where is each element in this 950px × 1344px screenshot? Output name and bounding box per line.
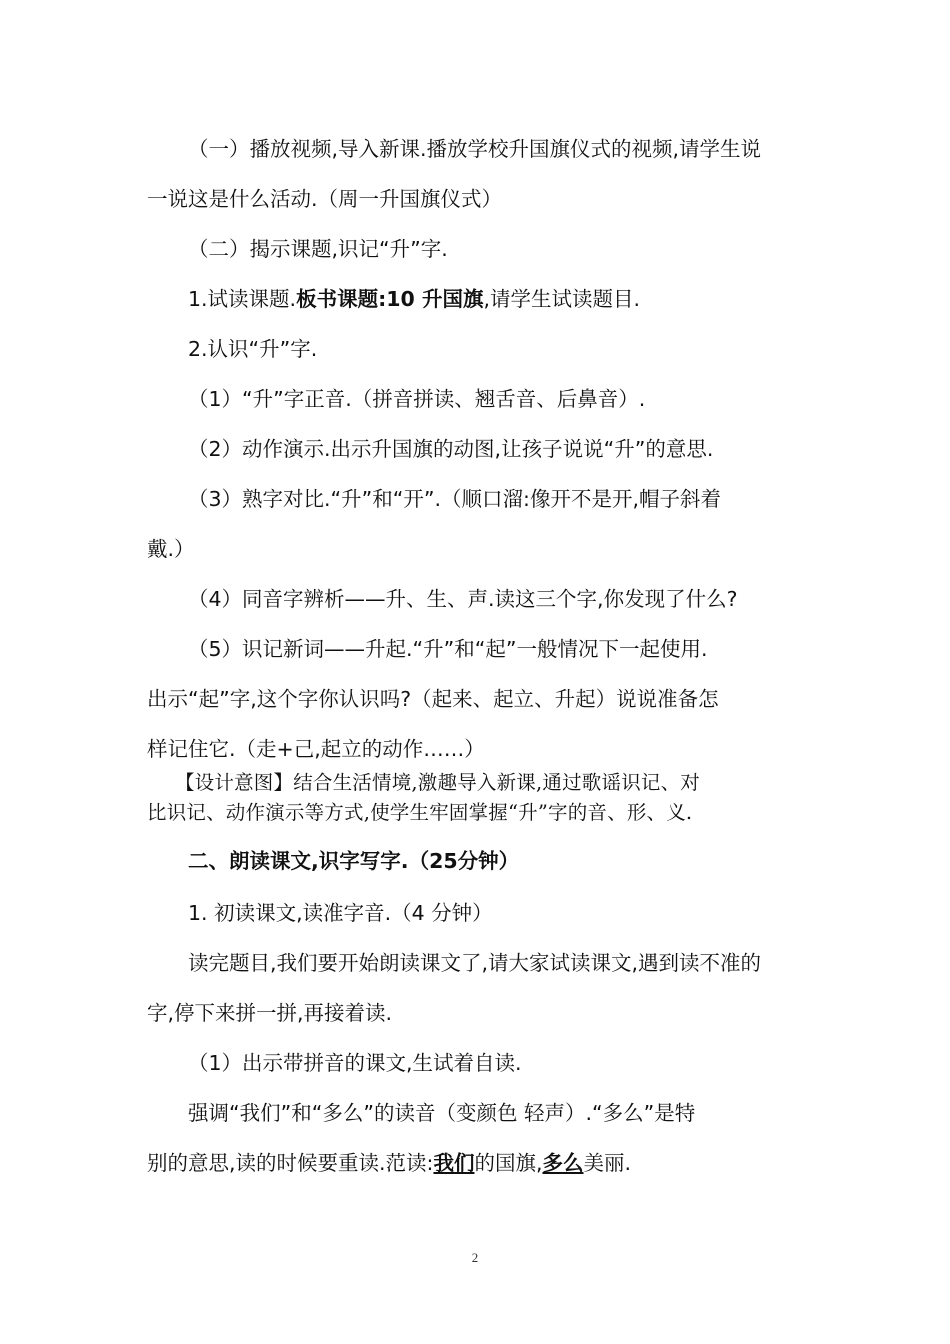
subsection-heading: 1. 初读课文,读准字音.（4 分钟） (188, 901, 493, 925)
example-word-duome: 多么 (542, 1151, 584, 1175)
para-line-6: （1）“升”字正音.（拼音拼读、翘舌音、后鼻音）. (188, 387, 646, 411)
para-line-8: （3）熟字对比.“升”和“开”.（顺口溜:像开不是开,帽子斜着 (188, 487, 721, 511)
para-line-7: （2）动作演示.出示升国旗的动图,让孩子说说“升”的意思. (188, 437, 714, 461)
para-line-2: 一说这是什么活动.（周一升国旗仪式） (147, 187, 503, 211)
para-line-4 (188, 284, 640, 314)
para-line-5: 2.认识“升”字. (188, 337, 318, 361)
para-line-9: 戴.） (147, 537, 195, 561)
para-line-11: （5）识记新词——升起.“升”和“起”一般情况下一起使用. (188, 637, 708, 661)
board-title-text: 板书课题:10 升国旗 (296, 287, 484, 311)
para-line-16: （1）出示带拼音的课文,生试着自读. (188, 1051, 522, 1075)
para-line-12: 出示“起”字,这个字你认识吗?（起来、起立、升起）说说准备怎 (147, 687, 719, 711)
para-line-18 (147, 1148, 631, 1178)
example-mid: 的国旗, (474, 1151, 543, 1175)
design-intent-line-1: 【设计意图】结合生活情境,激趣导入新课,通过歌谣识记、对 (175, 771, 700, 794)
para-line-14: 读完题目,我们要开始朗读课文了,请大家试读课文,遇到读不准的 (188, 951, 762, 975)
para-line-1: （一）播放视频,导入新课.播放学校升国旗仪式的视频,请学生说 (188, 137, 762, 161)
try-read-text: 1.试读课题. (188, 287, 297, 311)
example-end: 美丽. (583, 1151, 632, 1175)
para-line-10: （4）同音字辨析——升、生、声.读这三个字,你发现了什么? (188, 587, 738, 611)
para-line-17: 强调“我们”和“多么”的读音（变颜色 轻声）.“多么”是特 (188, 1101, 696, 1125)
example-word-women: 我们 (433, 1151, 475, 1175)
example-prefix: 别的意思,读的时候要重读.范读: (147, 1151, 434, 1175)
try-read-suffix: ,请学生试读题目. (483, 287, 640, 311)
para-line-3: （二）揭示课题,识记“升”字. (188, 237, 448, 261)
page-number: 2 (471, 1250, 479, 1265)
design-intent-line-2: 比识记、动作演示等方式,使学生牢固掌握“升”字的音、形、义. (147, 801, 693, 824)
para-line-13: 样记住它.（走+己,起立的动作……） (147, 737, 485, 761)
section-heading: 二、朗读课文,识字写字.（25分钟） (188, 849, 520, 873)
para-line-15: 字,停下来拼一拼,再接着读. (147, 1001, 393, 1025)
